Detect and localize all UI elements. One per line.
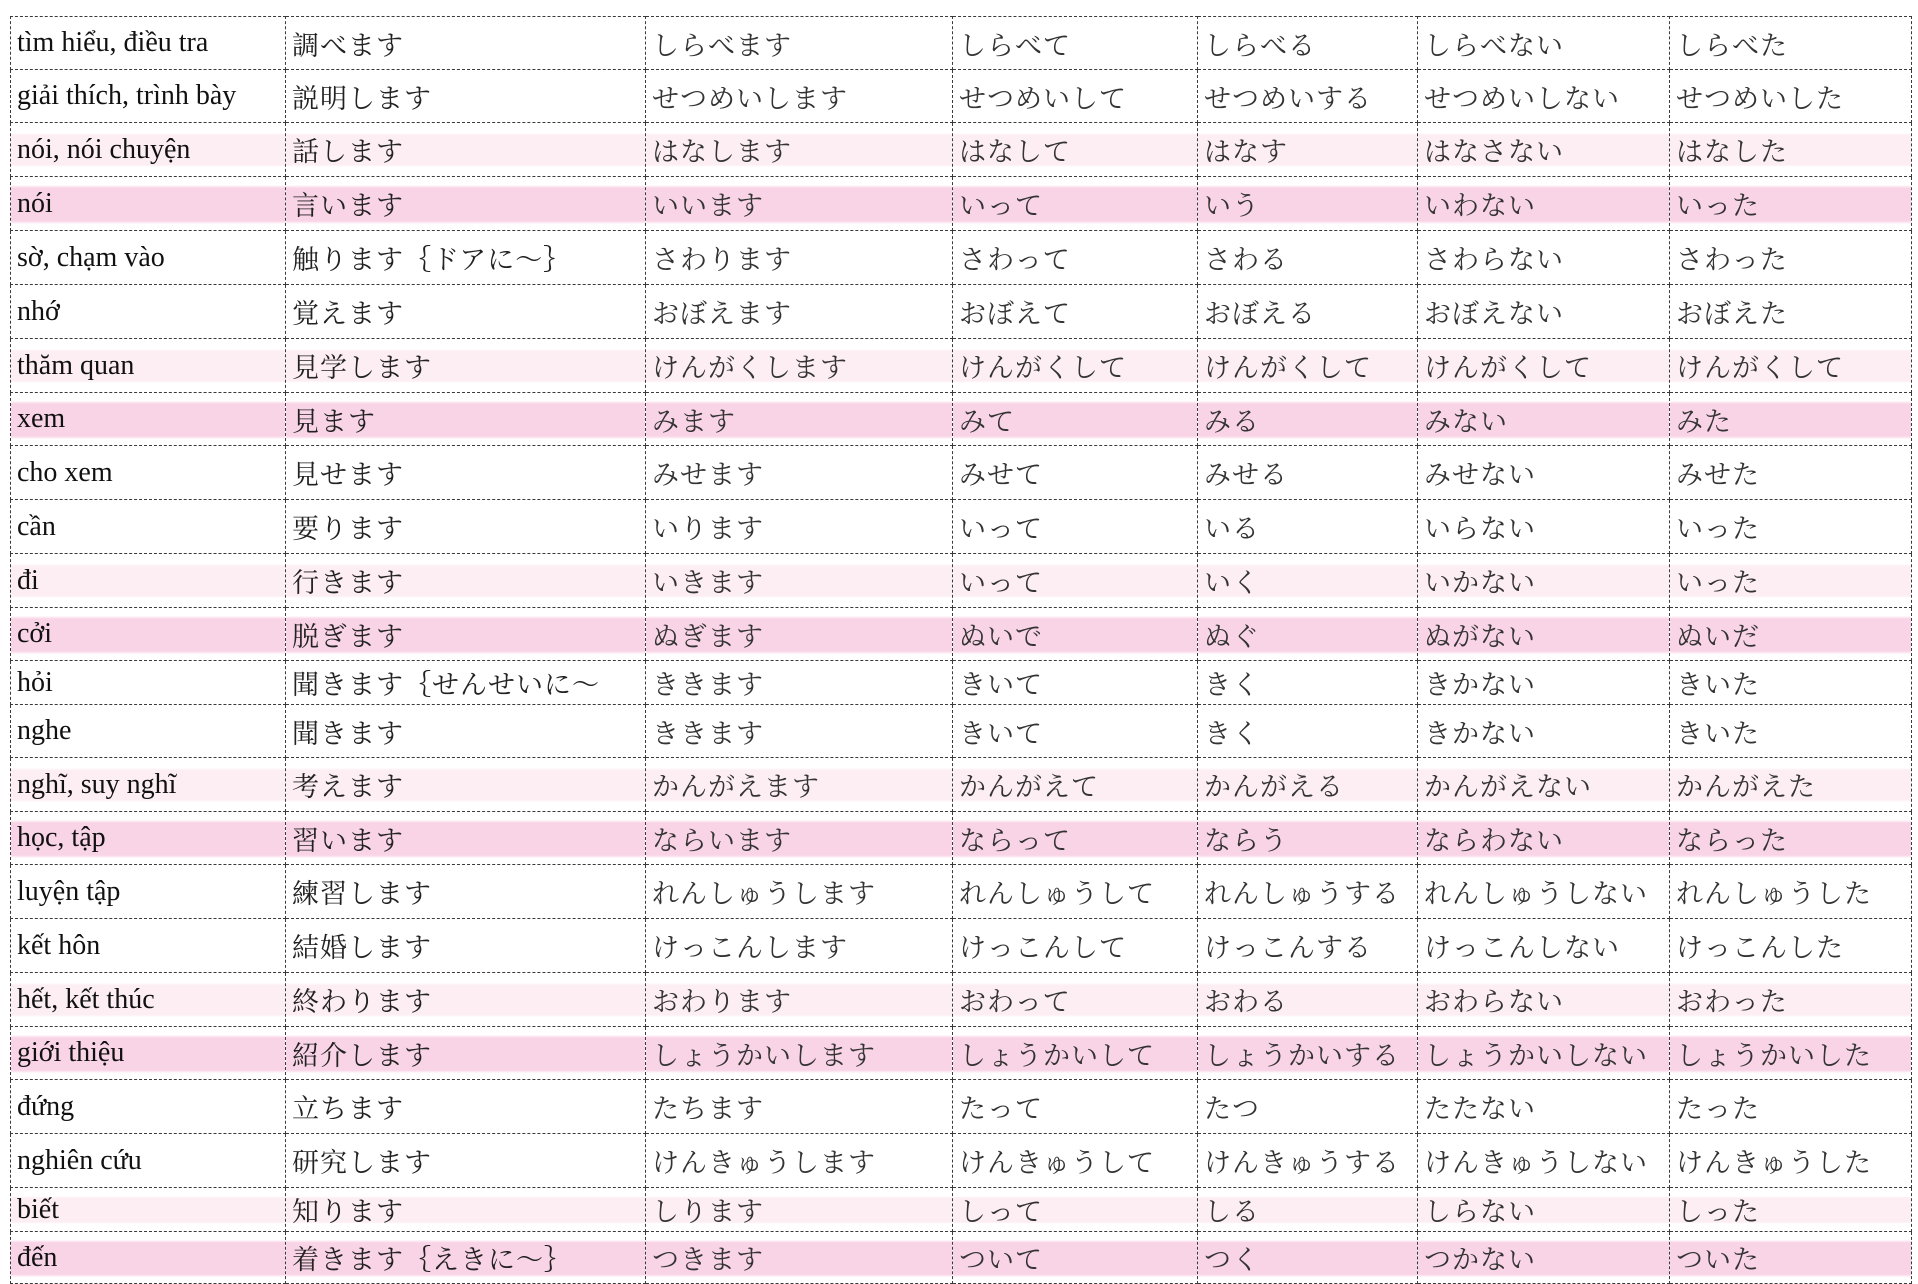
kanji-cell: 話します — [286, 123, 646, 177]
dictionary-form-cell: ぬぐ — [1198, 608, 1418, 661]
nai-form-cell: しらべない — [1418, 17, 1670, 70]
nai-form-cell: ぬがない — [1418, 608, 1670, 661]
te-form-cell: さわって — [953, 231, 1198, 285]
dictionary-form-cell: けんがくして — [1198, 339, 1418, 393]
dictionary-form-cell: けんきゅうする — [1198, 1134, 1418, 1188]
kanji-cell: 紹介します — [286, 1027, 646, 1080]
table-row — [11, 500, 1912, 554]
te-form-cell: たって — [953, 1080, 1198, 1134]
table-row — [11, 177, 1912, 231]
te-form-cell: れんしゅうして — [953, 865, 1198, 919]
kanji-cell: 調べます — [286, 17, 646, 70]
masu-form-cell: たちます — [646, 1080, 953, 1134]
ta-form-cell: きいた — [1670, 705, 1912, 758]
verb-conjugation-table — [10, 16, 1912, 1284]
te-form-cell: きいて — [953, 705, 1198, 758]
ta-form-cell: いった — [1670, 554, 1912, 608]
kanji-cell: 触ります｛ドアに～｝ — [286, 231, 646, 285]
meaning-cell: nghiên cứu — [11, 1134, 286, 1188]
te-form-cell: ならって — [953, 812, 1198, 865]
dictionary-form-cell: れんしゅうする — [1198, 865, 1418, 919]
te-form-cell: いって — [953, 500, 1198, 554]
masu-form-cell: しります — [646, 1188, 953, 1232]
table-row — [11, 705, 1912, 758]
nai-form-cell: しらない — [1418, 1188, 1670, 1232]
ta-form-cell: はなした — [1670, 123, 1912, 177]
meaning-cell: nhớ — [11, 285, 286, 339]
kanji-cell: 結婚します — [286, 919, 646, 973]
kanji-cell: 習います — [286, 812, 646, 865]
table-row — [11, 758, 1912, 812]
meaning-cell: giải thích, trình bày — [11, 70, 286, 123]
table-row — [11, 812, 1912, 865]
te-form-cell: かんがえて — [953, 758, 1198, 812]
dictionary-form-cell: しる — [1198, 1188, 1418, 1232]
kanji-cell: 行きます — [286, 554, 646, 608]
table-row — [11, 661, 1912, 705]
kanji-cell: 説明します — [286, 70, 646, 123]
table-row — [11, 1232, 1912, 1284]
nai-form-cell: きかない — [1418, 661, 1670, 705]
kanji-cell: 聞きます — [286, 705, 646, 758]
meaning-cell: sờ, chạm vào — [11, 231, 286, 285]
ta-form-cell: しらべた — [1670, 17, 1912, 70]
te-form-cell: けんきゅうして — [953, 1134, 1198, 1188]
te-form-cell: しって — [953, 1188, 1198, 1232]
nai-form-cell: けんがくして — [1418, 339, 1670, 393]
nai-form-cell: さわらない — [1418, 231, 1670, 285]
table-row — [11, 608, 1912, 661]
dictionary-form-cell: たつ — [1198, 1080, 1418, 1134]
ta-form-cell: しょうかいした — [1670, 1027, 1912, 1080]
te-form-cell: おわって — [953, 973, 1198, 1027]
meaning-cell: kết hôn — [11, 919, 286, 973]
dictionary-form-cell: いる — [1198, 500, 1418, 554]
ta-form-cell: ぬいだ — [1670, 608, 1912, 661]
ta-form-cell: いった — [1670, 500, 1912, 554]
masu-form-cell: おわります — [646, 973, 953, 1027]
table-body — [11, 17, 1912, 1284]
table-row — [11, 1134, 1912, 1188]
dictionary-form-cell: いう — [1198, 177, 1418, 231]
dictionary-form-cell: しらべる — [1198, 17, 1418, 70]
te-form-cell: はなして — [953, 123, 1198, 177]
te-form-cell: きいて — [953, 661, 1198, 705]
table-row — [11, 339, 1912, 393]
dictionary-form-cell: きく — [1198, 705, 1418, 758]
nai-form-cell: おぼえない — [1418, 285, 1670, 339]
ta-form-cell: けっこんした — [1670, 919, 1912, 973]
table-row — [11, 865, 1912, 919]
ta-form-cell: たった — [1670, 1080, 1912, 1134]
te-form-cell: いって — [953, 554, 1198, 608]
table-row — [11, 446, 1912, 500]
dictionary-form-cell: せつめいする — [1198, 70, 1418, 123]
kanji-cell: 終わります — [286, 973, 646, 1027]
meaning-cell: xem — [11, 393, 286, 446]
te-form-cell: みて — [953, 393, 1198, 446]
table-row — [11, 554, 1912, 608]
ta-form-cell: けんがくして — [1670, 339, 1912, 393]
table-row — [11, 1188, 1912, 1232]
nai-form-cell: みない — [1418, 393, 1670, 446]
nai-form-cell: いかない — [1418, 554, 1670, 608]
table-row — [11, 919, 1912, 973]
kanji-cell: 立ちます — [286, 1080, 646, 1134]
kanji-cell: 知ります — [286, 1188, 646, 1232]
masu-form-cell: おぼえます — [646, 285, 953, 339]
ta-form-cell: きいた — [1670, 661, 1912, 705]
table-row — [11, 231, 1912, 285]
te-form-cell: いって — [953, 177, 1198, 231]
masu-form-cell: はなします — [646, 123, 953, 177]
masu-form-cell: ききます — [646, 661, 953, 705]
ta-form-cell: ついた — [1670, 1232, 1912, 1284]
meaning-cell: giới thiệu — [11, 1027, 286, 1080]
kanji-cell: 練習します — [286, 865, 646, 919]
nai-form-cell: みせない — [1418, 446, 1670, 500]
nai-form-cell: きかない — [1418, 705, 1670, 758]
masu-form-cell: かんがえます — [646, 758, 953, 812]
meaning-cell: cho xem — [11, 446, 286, 500]
dictionary-form-cell: みる — [1198, 393, 1418, 446]
masu-form-cell: けんがくします — [646, 339, 953, 393]
dictionary-form-cell: おわる — [1198, 973, 1418, 1027]
dictionary-form-cell: おぼえる — [1198, 285, 1418, 339]
nai-form-cell: けっこんしない — [1418, 919, 1670, 973]
meaning-cell: nói, nói chuyện — [11, 123, 286, 177]
dictionary-form-cell: みせる — [1198, 446, 1418, 500]
ta-form-cell: おぼえた — [1670, 285, 1912, 339]
te-form-cell: しょうかいして — [953, 1027, 1198, 1080]
masu-form-cell: ききます — [646, 705, 953, 758]
masu-form-cell: しょうかいします — [646, 1027, 953, 1080]
kanji-cell: 聞きます｛せんせいに～ — [286, 661, 646, 705]
dictionary-form-cell: しょうかいする — [1198, 1027, 1418, 1080]
ta-form-cell: しった — [1670, 1188, 1912, 1232]
kanji-cell: 見学します — [286, 339, 646, 393]
masu-form-cell: けっこんします — [646, 919, 953, 973]
meaning-cell: đi — [11, 554, 286, 608]
te-form-cell: おぼえて — [953, 285, 1198, 339]
ta-form-cell: けんきゅうした — [1670, 1134, 1912, 1188]
dictionary-form-cell: きく — [1198, 661, 1418, 705]
meaning-cell: tìm hiểu, điều tra — [11, 17, 286, 70]
ta-form-cell: みせた — [1670, 446, 1912, 500]
table-row — [11, 1027, 1912, 1080]
meaning-cell: đến — [11, 1232, 286, 1284]
nai-form-cell: はなさない — [1418, 123, 1670, 177]
masu-form-cell: つきます — [646, 1232, 953, 1284]
te-form-cell: しらべて — [953, 17, 1198, 70]
dictionary-form-cell: ならう — [1198, 812, 1418, 865]
nai-form-cell: いらない — [1418, 500, 1670, 554]
ta-form-cell: みた — [1670, 393, 1912, 446]
dictionary-form-cell: さわる — [1198, 231, 1418, 285]
table-row — [11, 1080, 1912, 1134]
te-form-cell: けんがくして — [953, 339, 1198, 393]
meaning-cell: cởi — [11, 608, 286, 661]
table-row — [11, 17, 1912, 70]
nai-form-cell: つかない — [1418, 1232, 1670, 1284]
te-form-cell: ついて — [953, 1232, 1198, 1284]
kanji-cell: 見せます — [286, 446, 646, 500]
table-row — [11, 393, 1912, 446]
masu-form-cell: みます — [646, 393, 953, 446]
masu-form-cell: けんきゅうします — [646, 1134, 953, 1188]
kanji-cell: 研究します — [286, 1134, 646, 1188]
meaning-cell: hết, kết thúc — [11, 973, 286, 1027]
masu-form-cell: さわります — [646, 231, 953, 285]
nai-form-cell: たたない — [1418, 1080, 1670, 1134]
ta-form-cell: いった — [1670, 177, 1912, 231]
kanji-cell: 考えます — [286, 758, 646, 812]
masu-form-cell: ならいます — [646, 812, 953, 865]
ta-form-cell: おわった — [1670, 973, 1912, 1027]
te-form-cell: みせて — [953, 446, 1198, 500]
masu-form-cell: いきます — [646, 554, 953, 608]
meaning-cell: học, tập — [11, 812, 286, 865]
dictionary-form-cell: かんがえる — [1198, 758, 1418, 812]
table-row — [11, 973, 1912, 1027]
meaning-cell: nói — [11, 177, 286, 231]
dictionary-form-cell: けっこんする — [1198, 919, 1418, 973]
nai-form-cell: れんしゅうしない — [1418, 865, 1670, 919]
masu-form-cell: れんしゅうします — [646, 865, 953, 919]
te-form-cell: けっこんして — [953, 919, 1198, 973]
meaning-cell: cần — [11, 500, 286, 554]
ta-form-cell: さわった — [1670, 231, 1912, 285]
ta-form-cell: ならった — [1670, 812, 1912, 865]
meaning-cell: nghe — [11, 705, 286, 758]
meaning-cell: hỏi — [11, 661, 286, 705]
meaning-cell: đứng — [11, 1080, 286, 1134]
meaning-cell: luyện tập — [11, 865, 286, 919]
nai-form-cell: いわない — [1418, 177, 1670, 231]
ta-form-cell: かんがえた — [1670, 758, 1912, 812]
masu-form-cell: ぬぎます — [646, 608, 953, 661]
kanji-cell: 見ます — [286, 393, 646, 446]
masu-form-cell: せつめいします — [646, 70, 953, 123]
nai-form-cell: けんきゅうしない — [1418, 1134, 1670, 1188]
masu-form-cell: いいます — [646, 177, 953, 231]
dictionary-form-cell: いく — [1198, 554, 1418, 608]
masu-form-cell: しらべます — [646, 17, 953, 70]
dictionary-form-cell: つく — [1198, 1232, 1418, 1284]
table-row — [11, 123, 1912, 177]
nai-form-cell: かんがえない — [1418, 758, 1670, 812]
masu-form-cell: いります — [646, 500, 953, 554]
masu-form-cell: みせます — [646, 446, 953, 500]
nai-form-cell: しょうかいしない — [1418, 1027, 1670, 1080]
nai-form-cell: せつめいしない — [1418, 70, 1670, 123]
kanji-cell: 要ります — [286, 500, 646, 554]
te-form-cell: ぬいで — [953, 608, 1198, 661]
kanji-cell: 覚えます — [286, 285, 646, 339]
meaning-cell: biết — [11, 1188, 286, 1232]
table-row — [11, 70, 1912, 123]
meaning-cell: thăm quan — [11, 339, 286, 393]
nai-form-cell: ならわない — [1418, 812, 1670, 865]
ta-form-cell: れんしゅうした — [1670, 865, 1912, 919]
te-form-cell: せつめいして — [953, 70, 1198, 123]
meaning-cell: nghĩ, suy nghĩ — [11, 758, 286, 812]
kanji-cell: 言います — [286, 177, 646, 231]
kanji-cell: 着きます｛えきに～｝ — [286, 1232, 646, 1284]
table-row — [11, 285, 1912, 339]
ta-form-cell: せつめいした — [1670, 70, 1912, 123]
kanji-cell: 脱ぎます — [286, 608, 646, 661]
dictionary-form-cell: はなす — [1198, 123, 1418, 177]
nai-form-cell: おわらない — [1418, 973, 1670, 1027]
